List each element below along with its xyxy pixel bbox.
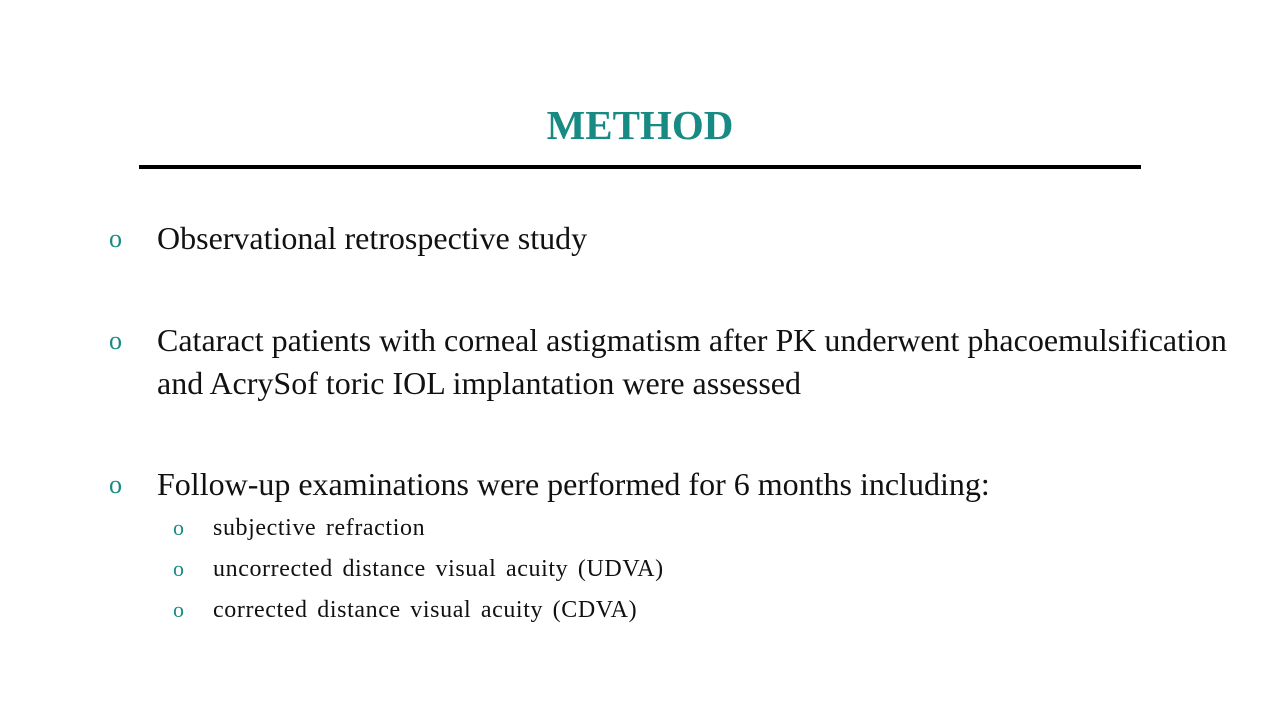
bullet-marker: o <box>109 326 122 355</box>
sub-bullet-marker: o <box>173 515 185 540</box>
slide-title: METHOD <box>546 102 734 148</box>
bullet-item <box>109 217 1229 260</box>
sub-bullet-text: corrected distance visual acuity (CDVA) <box>213 597 638 623</box>
sub-bullet-marker: o <box>173 597 185 622</box>
bullet-item <box>109 319 1229 405</box>
bullet-item <box>109 463 1229 506</box>
sub-bullet-text: uncorrected distance visual acuity (UDVA) <box>213 556 664 582</box>
bullet-text: Observational retrospective study <box>157 220 588 256</box>
bullet-text: Cataract patients with corneal astigmatism after PK underwent phacoemulsification and AcrySof toric IOL implantation were assessed <box>157 322 1227 401</box>
sub-bullet-marker: o <box>173 556 185 581</box>
bullet-text: Follow-up examinations were performed for 6 months including: <box>157 466 990 502</box>
bullet-marker: o <box>109 470 122 499</box>
sub-bullet-item <box>173 595 1173 625</box>
bullet-marker: o <box>109 224 122 253</box>
sub-bullet-item <box>173 554 1173 584</box>
title-divider <box>139 165 1141 169</box>
sub-bullet-text: subjective refraction <box>213 515 426 541</box>
sub-bullet-item <box>173 513 1173 543</box>
